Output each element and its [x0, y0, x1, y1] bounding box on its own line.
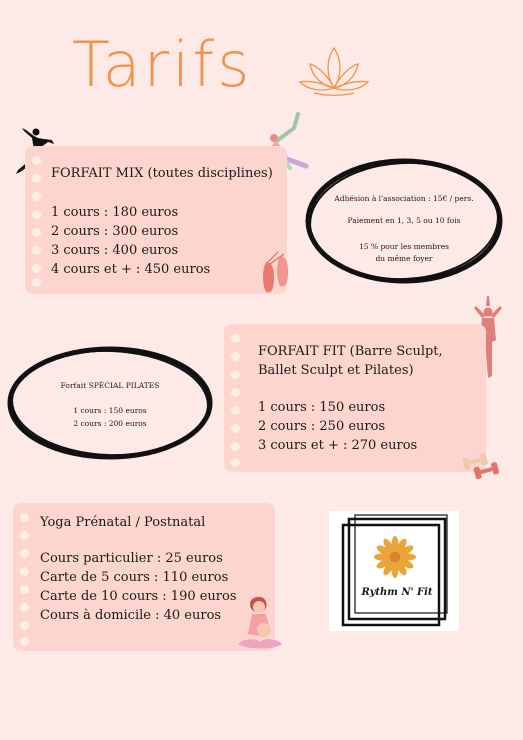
- yoga-title: Yoga Prénatal / Postnatal: [40, 515, 206, 530]
- pregnant-woman-icon: [234, 594, 286, 652]
- forfait-mix-title: FORFAIT MIX (toutes disciplines): [51, 166, 273, 181]
- yoga-line: Carte de 5 cours : 110 euros: [40, 570, 229, 585]
- forfait-mix-card: [25, 146, 287, 294]
- yoga-line: Cours particulier : 25 euros: [40, 551, 223, 566]
- forfait-fit-line: 1 cours : 150 euros: [258, 400, 386, 415]
- forfait-fit-title: FORFAIT FIT (Barre Sculpt,: [258, 344, 443, 359]
- forfait-fit-line: 2 cours : 250 euros: [258, 419, 386, 434]
- adhesion-text: Paiement en 1, 3, 5 ou 10 fois: [347, 216, 461, 225]
- forfait-fit-card: [224, 324, 486, 472]
- dumbbell-icon: [458, 448, 504, 480]
- forfait-mix-line: 3 cours : 400 euros: [51, 243, 179, 258]
- page-title: Tarifs: [72, 28, 253, 101]
- forfait-fit-line: 3 cours et + : 270 euros: [258, 438, 418, 453]
- yoga-line: Carte de 10 cours : 190 euros: [40, 589, 237, 604]
- forfait-fit-title: Ballet Sculpt et Pilates): [258, 363, 414, 378]
- ballet-shoes-icon: [258, 248, 294, 296]
- pilates-line: 2 cours : 200 euros: [73, 419, 147, 428]
- logo-frame-icon: [329, 511, 459, 631]
- logo: [329, 511, 459, 631]
- adhesion-text: 15 % pour les membres: [359, 242, 449, 251]
- logo-text: Rythm N' Fit: [361, 587, 433, 598]
- adhesion-text: Adhésion à l'association : 15€ / pers.: [334, 194, 474, 203]
- pilates-title: Forfait SPÉCIAL PILATES: [60, 381, 160, 390]
- lotus-icon: [298, 40, 370, 98]
- yoga-line: Cours à domicile : 40 euros: [40, 608, 222, 623]
- pilates-oval: [4, 342, 216, 464]
- forfait-mix-line: 1 cours : 180 euros: [51, 205, 179, 220]
- forfait-mix-line: 2 cours : 300 euros: [51, 224, 179, 239]
- adhesion-text: du même foyer: [375, 254, 433, 263]
- pilates-line: 1 cours : 150 euros: [73, 406, 147, 415]
- forfait-mix-line: 4 cours et + : 450 euros: [51, 262, 211, 277]
